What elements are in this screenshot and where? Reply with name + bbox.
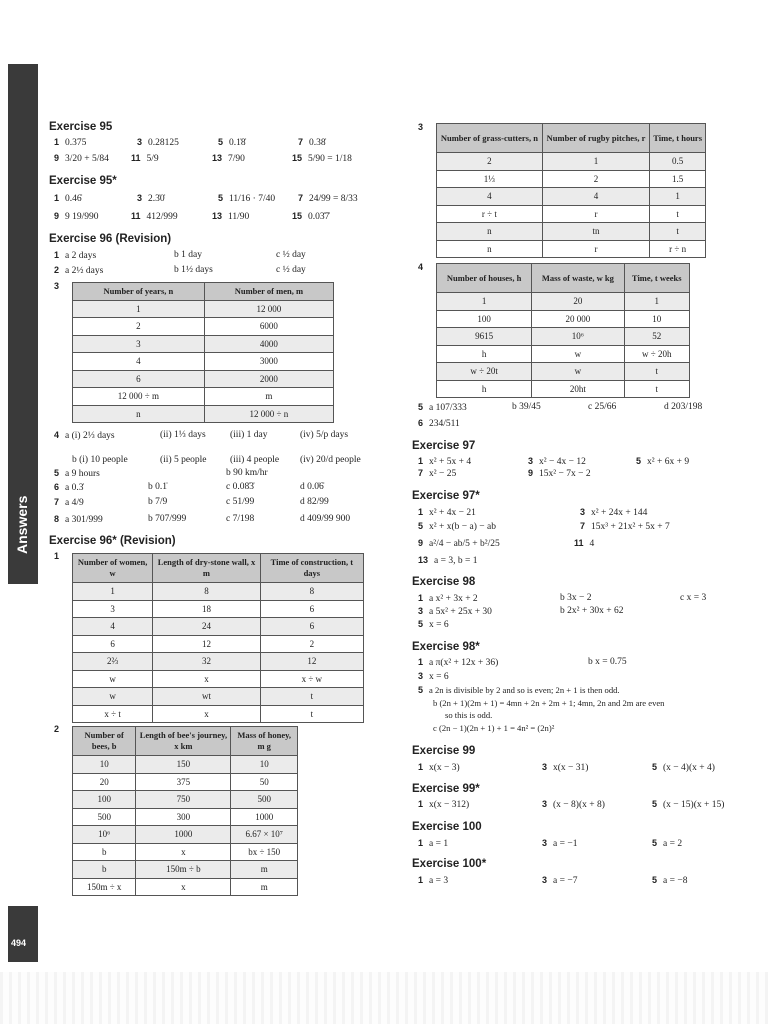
grass-cutters-table [436, 123, 706, 258]
exercise-100-star-heading: Exercise 100* [412, 858, 487, 870]
answer-item: 5 x² + x(b − a) − ab [418, 521, 496, 532]
answer-item: 11 4 [574, 538, 595, 549]
answer-item: 6 a 0.3̇ [54, 482, 84, 493]
table-row: n tn t [437, 223, 706, 241]
answer-item: so this is odd. [445, 710, 493, 720]
side-tab-label: Answers [14, 495, 30, 554]
answer-item: 5 a 9 hours [54, 468, 100, 479]
houses-waste-table [436, 263, 690, 398]
question-number: 1 [54, 551, 60, 561]
answer-item: 5 a = 2 [652, 838, 683, 849]
answer-item: d 203/198 [664, 402, 703, 412]
answer-item: 3 a 5x² + 25x + 30 [418, 606, 492, 617]
answer-item: 4 a (i) 2⅓ days [54, 430, 115, 441]
table-row: 150m ÷ x x m [73, 878, 298, 896]
answer-item: 6 234/511 [418, 418, 460, 429]
years-men-table [72, 282, 334, 423]
table-row: 2⅔ 32 12 [73, 653, 364, 671]
question-number: 3 [418, 122, 424, 132]
answer-item: c 25/66 [588, 402, 617, 412]
table-row: 1 8 8 [73, 583, 364, 601]
table-row: 10 150 10 [73, 756, 298, 774]
table-row: 4 24 6 [73, 618, 364, 636]
answer-item: 7 x² − 25 [418, 468, 457, 479]
answer-item: (iii) 4 people [230, 455, 280, 465]
table-header: Length of dry-stone wall, x m [153, 554, 260, 583]
answer-item: (ii) 1⅓ days [160, 430, 206, 440]
answer-item: 1 x(x − 3) [418, 762, 460, 773]
table-row: 500 300 1000 [73, 808, 298, 826]
table-row: h 20ht t [437, 380, 690, 398]
answer-item: b x = 0.75 [588, 657, 627, 667]
table-header: Length of bee's journey, x km [136, 727, 231, 756]
answer-item: 3 a = −1 [542, 838, 578, 849]
answer-item: (iii) 1 day [230, 430, 268, 440]
bees-honey-table [72, 726, 298, 896]
table-header: Mass of waste, w kg [532, 264, 624, 293]
answer-item: b 1 day [174, 250, 202, 260]
answer-item: d 82/99 [300, 497, 329, 507]
answer-item: b (2n + 1)(2m + 1) = 4mn + 2n + 2m + 1; 4mn, 2n and 2m are even [433, 698, 665, 708]
table-row: 10⁶ 1000 6.67 × 10⁷ [73, 826, 298, 844]
table-row: r ÷ t r t [437, 205, 706, 223]
exercise-99-star-heading: Exercise 99* [412, 783, 480, 795]
table-header: Number of rugby pitches, r [542, 124, 650, 153]
table-row: 2 1 0.5 [437, 153, 706, 171]
answer-item: (iv) 20/d people [300, 455, 361, 465]
table-header: Number of houses, h [437, 264, 532, 293]
answer-item: c (2n − 1)(2n + 1) + 1 = 4n² = (2n)² [433, 723, 555, 733]
exercise-97-heading: Exercise 97 [412, 440, 476, 452]
table-header: Number of men, m [204, 283, 333, 301]
table-row: 20 375 50 [73, 773, 298, 791]
answer-item: 3 x² − 4x − 12 [528, 456, 586, 467]
exercise-99-heading: Exercise 99 [412, 745, 476, 757]
table-row: 4 4 1 [437, 188, 706, 206]
answer-item: c 7/198 [226, 514, 255, 524]
answer-item: 5 (x − 15)(x + 15) [652, 799, 725, 810]
answer-item: b (i) 10 people [72, 455, 128, 465]
table-header: Time, t weeks [624, 264, 690, 293]
answer-item: 13 11/90 [212, 211, 250, 222]
answer-item: 1 a π(x² + 12x + 36) [418, 657, 499, 668]
table-row: 12 000 ÷ m m [73, 388, 334, 406]
answer-item: b 2x² + 30x + 62 [560, 606, 624, 616]
table-header: Number of years, n [73, 283, 205, 301]
answer-item: 1 x² + 4x − 21 [418, 507, 476, 518]
answer-item: (iv) 5/p days [300, 430, 349, 440]
page-number: 494 [11, 938, 27, 948]
table-row: 100 750 500 [73, 791, 298, 809]
answer-item: 9 3/20 + 5/84 [54, 153, 109, 164]
answer-item: b 3x − 2 [560, 593, 592, 603]
exercise-95-heading: Exercise 95 [49, 121, 113, 133]
table-header: Number of bees, b [73, 727, 136, 756]
scan-artifact-strip [0, 972, 768, 1024]
answer-item: 11 5/9 [131, 153, 159, 164]
question-number: 2 [54, 724, 60, 734]
answer-item: b 707/999 [148, 514, 187, 524]
exercise-96-heading: Exercise 96 (Revision) [49, 233, 172, 245]
answer-item: (ii) 5 people [160, 455, 207, 465]
answer-item: 9 15x² − 7x − 2 [528, 468, 591, 479]
answer-item: d 409/99 900 [300, 514, 351, 524]
answer-item: c ½ day [276, 250, 306, 260]
table-header: Number of grass-cutters, n [437, 124, 543, 153]
table-row: x ÷ t x t [73, 705, 364, 723]
answer-item: 5 0.1̇8̇ [218, 137, 246, 148]
table-row: 100 20 000 10 [437, 310, 690, 328]
answer-item: 5 x² + 6x + 9 [636, 456, 690, 467]
answer-item: 1 x(x − 312) [418, 799, 470, 810]
table-row: 1 12 000 [73, 300, 334, 318]
table-row: 2 6000 [73, 318, 334, 336]
answer-item: 3 0.28125 [137, 137, 179, 148]
answer-item: 5 a 107/333 [418, 402, 467, 413]
answer-item: 5 a = −8 [652, 875, 688, 886]
table-row: 6 2000 [73, 370, 334, 388]
answer-item: 3 x = 6 [418, 671, 449, 682]
women-wall-table [72, 553, 364, 723]
table-row: 4 3000 [73, 353, 334, 371]
answer-item: d 0.0̇6̇ [300, 482, 324, 492]
page-number-tab [8, 906, 38, 962]
answer-item: 15 0.03̇7̇ [292, 211, 330, 222]
table-row: w wt t [73, 688, 364, 706]
answer-item: 13 7/90 [212, 153, 245, 164]
answer-item: 1 0.375 [54, 137, 87, 148]
answer-item: 11 412/999 [131, 211, 178, 222]
table-row: h w w ÷ 20h [437, 345, 690, 363]
answer-item: b 39/45 [512, 402, 541, 412]
table-row: 9615 10⁶ 52 [437, 328, 690, 346]
answer-item: 7 15x³ + 21x² + 5x + 7 [580, 521, 670, 532]
table-header: Number of women, w [73, 554, 153, 583]
answer-item: 15 5/90 = 1/18 [292, 153, 352, 164]
table-row: w x x ÷ w [73, 670, 364, 688]
question-number: 4 [418, 262, 424, 272]
answer-item: b 7/9 [148, 497, 168, 507]
answer-item: 1 a = 1 [418, 838, 449, 849]
table-row: b x bx ÷ 150 [73, 843, 298, 861]
table-header: Mass of honey, m g [231, 727, 298, 756]
exercise-97-star-heading: Exercise 97* [412, 490, 480, 502]
answer-item: b 0.1̇ [148, 482, 167, 492]
table-row: n 12 000 ÷ n [73, 405, 334, 423]
answer-item: 3 x² + 24x + 144 [580, 507, 648, 518]
table-header: Time, t hours [650, 124, 706, 153]
answer-item: 9 a²/4 − ab/5 + b²/25 [418, 538, 500, 549]
answer-item: b 90 km/hr [226, 468, 268, 478]
answer-item: 1 a 2 days [54, 250, 97, 261]
answer-item: b 1½ days [174, 265, 213, 275]
answer-item: 7 a 4/9 [54, 497, 84, 508]
exercise-95-star-heading: Exercise 95* [49, 175, 117, 187]
answer-item: 2 a 2½ days [54, 265, 104, 276]
table-row: w ÷ 20t w t [437, 363, 690, 381]
answers-side-tab [8, 64, 38, 584]
answer-item: c ½ day [276, 265, 306, 275]
table-row: b 150m ÷ b m [73, 861, 298, 879]
answer-item: 7 0.38̇ [298, 137, 326, 148]
answer-item: 1 0.46̇ [54, 193, 82, 204]
table-row: 1⅓ 2 1.5 [437, 170, 706, 188]
answer-item: 1 a x² + 3x + 2 [418, 593, 478, 604]
answer-item: 1 x² + 5x + 4 [418, 456, 472, 467]
question-number: 3 [54, 281, 60, 291]
answer-item: 5 x = 6 [418, 619, 449, 630]
table-header: Time of construction, t days [260, 554, 363, 583]
answer-item: c x = 3 [680, 593, 707, 603]
answer-item: 13 a = 3, b = 1 [418, 555, 478, 566]
answer-item: c 0.08̇3̇ [226, 482, 254, 492]
exercise-96-star-heading: Exercise 96* (Revision) [49, 535, 176, 547]
answer-item: 5 a 2n is divisible by 2 and so is even; 2n + 1 is then odd. [418, 685, 620, 695]
answer-item: 3 2.3̇0̇ [137, 193, 165, 204]
answer-item: 5 (x − 4)(x + 4) [652, 762, 715, 773]
answer-item: 8 a 301/999 [54, 514, 103, 525]
table-row: 3 18 6 [73, 600, 364, 618]
exercise-100-heading: Exercise 100 [412, 821, 482, 833]
answer-item: c 51/99 [226, 497, 255, 507]
exercise-98-star-heading: Exercise 98* [412, 641, 480, 653]
answer-item: 5 11/16 · 7/40 [218, 193, 276, 204]
table-row: n r r ÷ n [437, 240, 706, 258]
table-row: 3 4000 [73, 335, 334, 353]
answer-item: 3 (x − 8)(x + 8) [542, 799, 605, 810]
answer-item: 7 24/99 = 8/33 [298, 193, 358, 204]
exercise-98-heading: Exercise 98 [412, 576, 476, 588]
table-row: 6 12 2 [73, 635, 364, 653]
answer-item: 3 a = −7 [542, 875, 578, 886]
table-row: 1 20 1 [437, 293, 690, 311]
answer-item: 3 x(x − 31) [542, 762, 589, 773]
answer-item: 9 9 19/990 [54, 211, 99, 222]
answer-item: 1 a = 3 [418, 875, 449, 886]
